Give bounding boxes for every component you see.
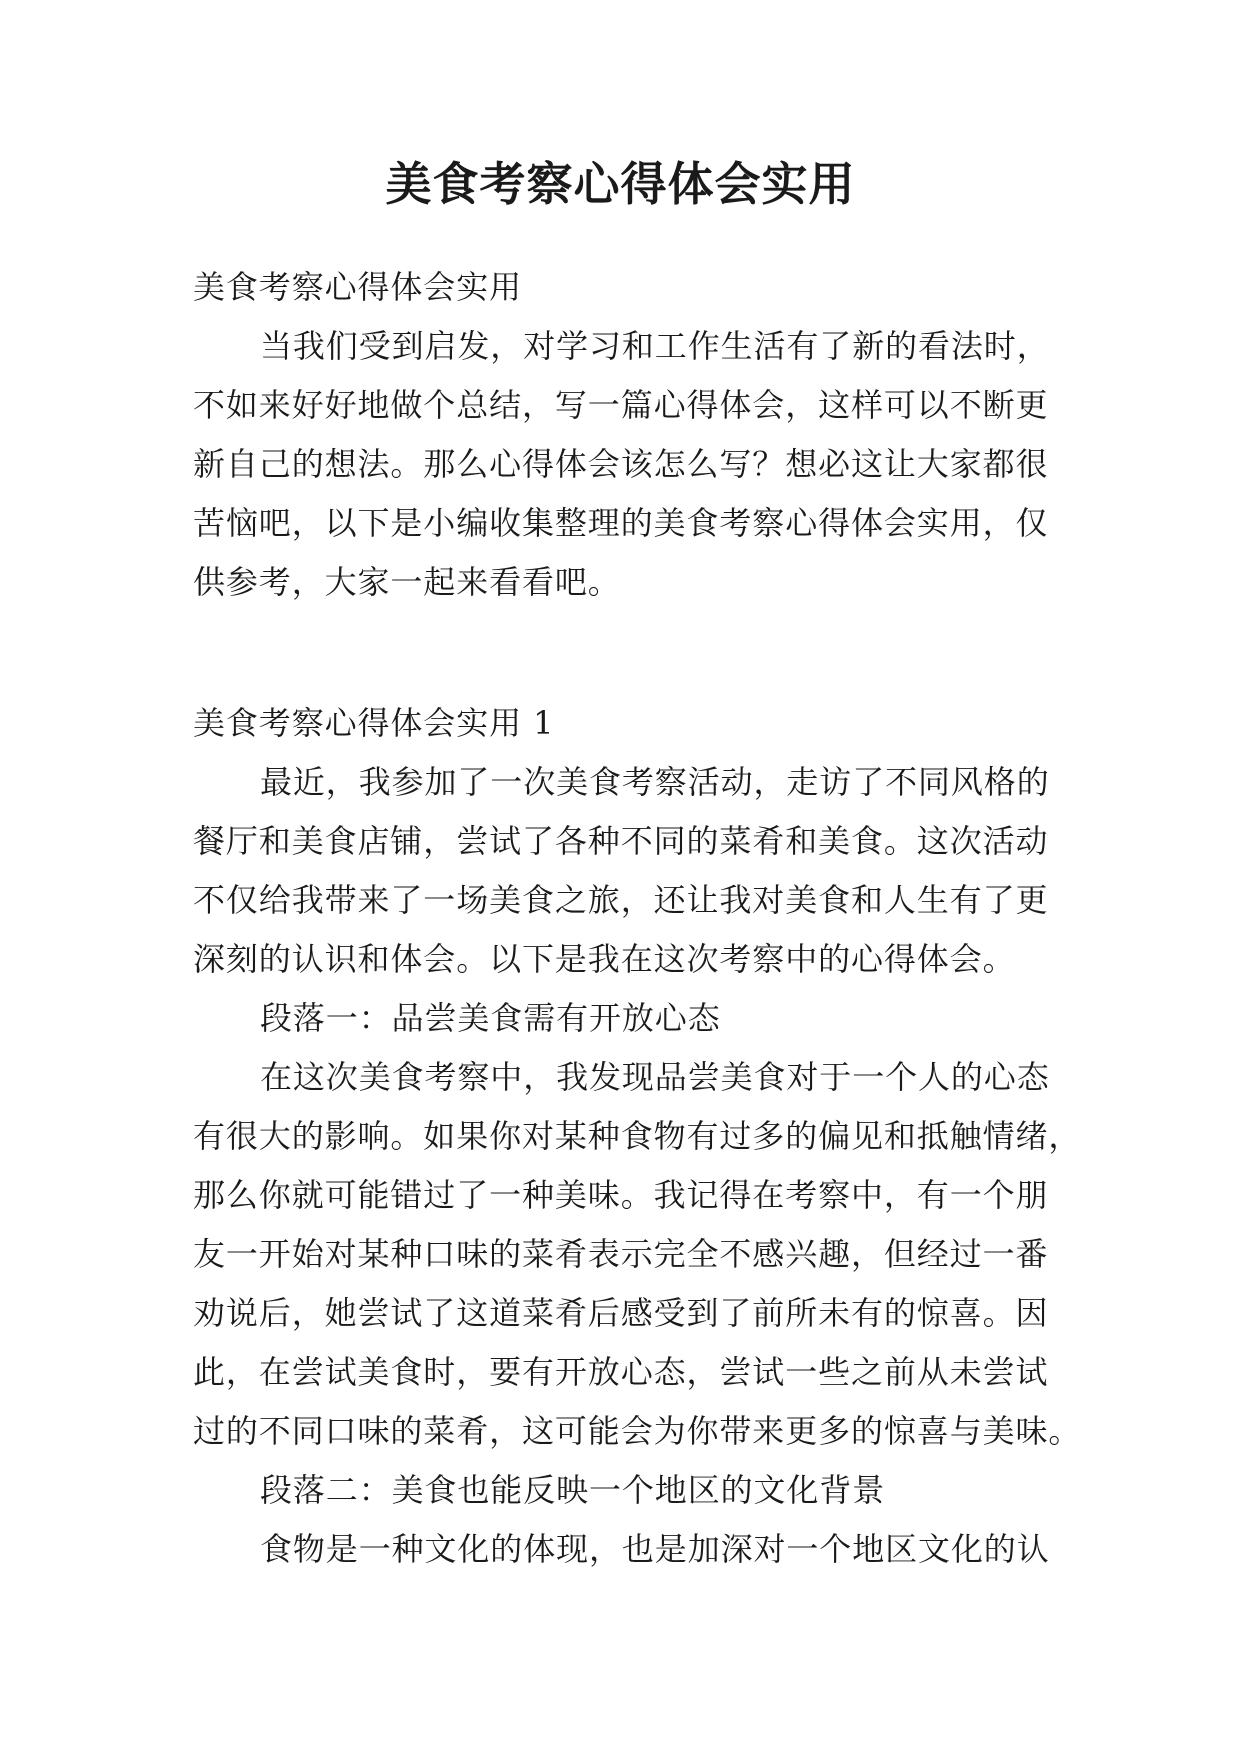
section-line: 最近，我参加了一次美食考察活动，走访了不同风格的	[260, 763, 1050, 801]
paragraph-line: 劝说后，她尝试了这道菜肴后感受到了前所未有的惊喜。因	[193, 1294, 1049, 1332]
paragraph-heading: 段落二：美食也能反映一个地区的文化背景	[260, 1471, 886, 1509]
paragraph-line: 过的不同口味的菜肴，这可能会为你带来更多的惊喜与美味。	[193, 1412, 1082, 1450]
section-line: 不仅给我带来了一场美食之旅，还让我对美食和人生有了更	[193, 881, 1049, 919]
paragraph-line: 那么你就可能错过了一种美味。我记得在考察中，有一个朋	[193, 1176, 1049, 1214]
paragraph-line: 友一开始对某种口味的菜肴表示完全不感兴趣，但经过一番	[193, 1235, 1049, 1273]
paragraph-line: 有很大的影响。如果你对某种食物有过多的偏见和抵触情绪，	[193, 1117, 1082, 1155]
intro-line: 当我们受到启发，对学习和工作生活有了新的看法时，	[260, 327, 1050, 365]
document-subtitle: 美食考察心得体会实用	[193, 268, 523, 306]
paragraph-heading: 段落一：品尝美食需有开放心态	[260, 999, 721, 1037]
section-heading: 美食考察心得体会实用 1	[193, 704, 555, 742]
paragraph-line: 此，在尝试美食时，要有开放心态，尝试一些之前从未尝试	[193, 1353, 1049, 1391]
document-title: 美食考察心得体会实用	[385, 157, 856, 211]
intro-line: 苦恼吧，以下是小编收集整理的美食考察心得体会实用，仅	[193, 504, 1049, 542]
section-line: 深刻的认识和体会。以下是我在这次考察中的心得体会。	[193, 940, 1016, 978]
intro-line: 新自己的想法。那么心得体会该怎么写？想必这让大家都很	[193, 445, 1049, 483]
paragraph-line: 在这次美食考察中，我发现品尝美食对于一个人的心态	[260, 1058, 1050, 1096]
document-body	[193, 258, 1082, 1579]
intro-line: 不如来好好地做个总结，写一篇心得体会，这样可以不断更	[193, 386, 1049, 424]
section-gap	[193, 612, 1063, 694]
intro-line: 供参考，大家一起来看看吧。	[193, 563, 621, 601]
paragraph-line: 食物是一种文化的体现，也是加深对一个地区文化的认	[260, 1530, 1050, 1568]
section-line: 餐厅和美食店铺，尝试了各种不同的菜肴和美食。这次活动	[193, 822, 1049, 860]
